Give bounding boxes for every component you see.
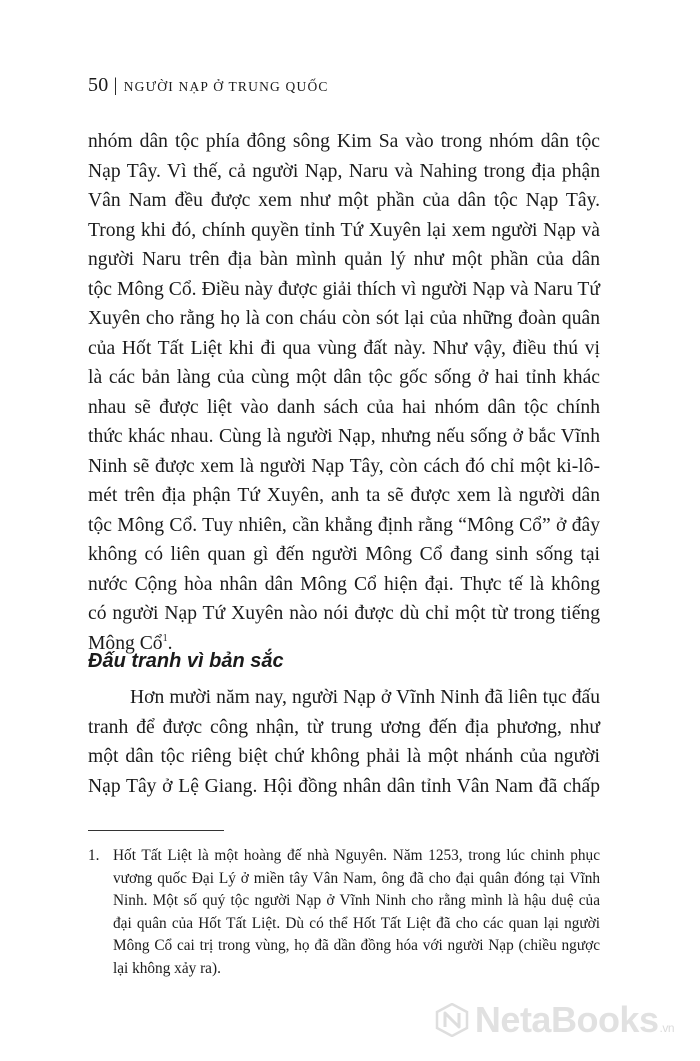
text-line: Trong khi đó, chính quyền tỉnh Tứ Xuyên lại xem người Nạp và: [88, 219, 600, 241]
netabooks-logo-icon: [435, 1003, 469, 1037]
text-line: Hơn mười năm nay, người Nạp ở Vĩnh Ninh đã liên tục đấu: [130, 687, 600, 708]
running-title: NGƯỜI NẠP Ở TRUNG QUỐC: [123, 79, 329, 94]
text-line-last: Mông Cổ$^1$.: [88, 632, 173, 654]
text-line: Ninh sẽ được xem là người Nạp Tây, còn cách đó chỉ một ki-lô-: [88, 455, 600, 477]
running-header: [88, 74, 329, 97]
text-line: nhau sẽ được liệt vào danh sách của hai nhóm dân tộc chính: [88, 396, 600, 418]
text-line: Xuyên cho rằng họ là con cháu còn sót lại của những đoàn quân: [88, 308, 600, 329]
watermark-suffix: .vn: [659, 1021, 674, 1035]
main-text-continued: [88, 683, 600, 801]
text-line: tranh để được công nhận, từ trung ương đến địa phương, như: [88, 716, 600, 738]
text-line: có người Nạp Tứ Xuyên nào nói được dù chỉ một từ trong tiếng: [88, 603, 600, 624]
text-line: Nạp Tây. Vì thế, cả người Nạp, Naru và Nahing trong địa phận: [88, 160, 600, 182]
text-line: không có liên quan gì đến người Mông Cổ đang sinh sống tại: [88, 544, 600, 565]
watermark: [435, 999, 674, 1041]
main-text: [88, 127, 600, 658]
footnote: [88, 845, 600, 981]
text-line: nước Cộng hòa nhân dân Mông Cổ hiện đại. Thực tế là không: [88, 573, 600, 595]
paragraph-end-text: Mông Cổ: [88, 632, 163, 654]
footnote-text: [113, 845, 600, 981]
footnote-line: vương quốc Đại Lý ở miền tây Vân Nam, ông đã cho đại quân đóng tại Vĩnh: [113, 869, 600, 887]
footnote-reference[interactable]: 1: [162, 632, 168, 644]
footnote-number: 1.: [88, 847, 100, 864]
footnote-line: Mông Cổ cai trị trong vùng, họ đã dần đồng hóa với người Nạp (chiều ngược: [113, 937, 600, 955]
text-line: nhóm dân tộc phía đông sông Kim Sa vào trong nhóm dân tộc: [88, 131, 600, 152]
text-line: Nạp Tây ở Lệ Giang. Hội đồng nhân dân tỉnh Vân Nam đã chấp: [88, 775, 600, 797]
footnote-line-last: lại không xảy ra).: [113, 959, 221, 977]
text-line: là các bản làng của cùng một dân tộc gốc sống ở hai tỉnh khác: [88, 367, 600, 388]
watermark-brand: NetaBooks.vn: [474, 999, 674, 1040]
footnote-line: Ninh. Một số quý tộc người Nạp ở Vĩnh Ninh cho rằng mình là hậu duệ của: [113, 892, 600, 910]
text-line: thức khác nhau. Cùng là người Nạp, nhưng nếu sống ở bắc Vĩnh: [88, 426, 600, 447]
text-line: một dân tộc riêng biệt chứ không phải là một nhánh của người: [88, 746, 600, 767]
page-number: 50: [88, 74, 109, 96]
text-line: người Naru trên địa bàn mình quản lý như một phần của dân: [88, 249, 600, 270]
footnote-divider: [88, 830, 224, 831]
text-line: Vân Nam đều được xem như một phần của dân tộc Nạp Tây.: [88, 190, 600, 211]
text-line: tộc Mông Cổ. Điều này được giải thích vì người Nạp và Naru Tứ: [88, 278, 600, 300]
text-line: tộc Mông Cổ. Tuy nhiên, cần khẳng định rằng “Mông Cổ” ở đây: [88, 514, 600, 536]
footnote-line: đại quân của Hốt Tất Liệt. Dù có thể Hốt Tất Liệt đã cho các quan lại người: [113, 914, 600, 932]
header-separator: |: [113, 75, 118, 96]
text-line: mét trên địa phận Tứ Xuyên, anh ta sẽ được xem là người dân: [88, 485, 600, 506]
text-line: của Hốt Tất Liệt khi đi qua vùng đất này. Như vậy, điều thú vị: [88, 337, 600, 359]
section-heading: Đấu tranh vì bản sắc: [88, 650, 284, 672]
footnote-line: Hốt Tất Liệt là một hoàng đế nhà Nguyên. Năm 1253, trong lúc chinh phục: [113, 847, 600, 864]
